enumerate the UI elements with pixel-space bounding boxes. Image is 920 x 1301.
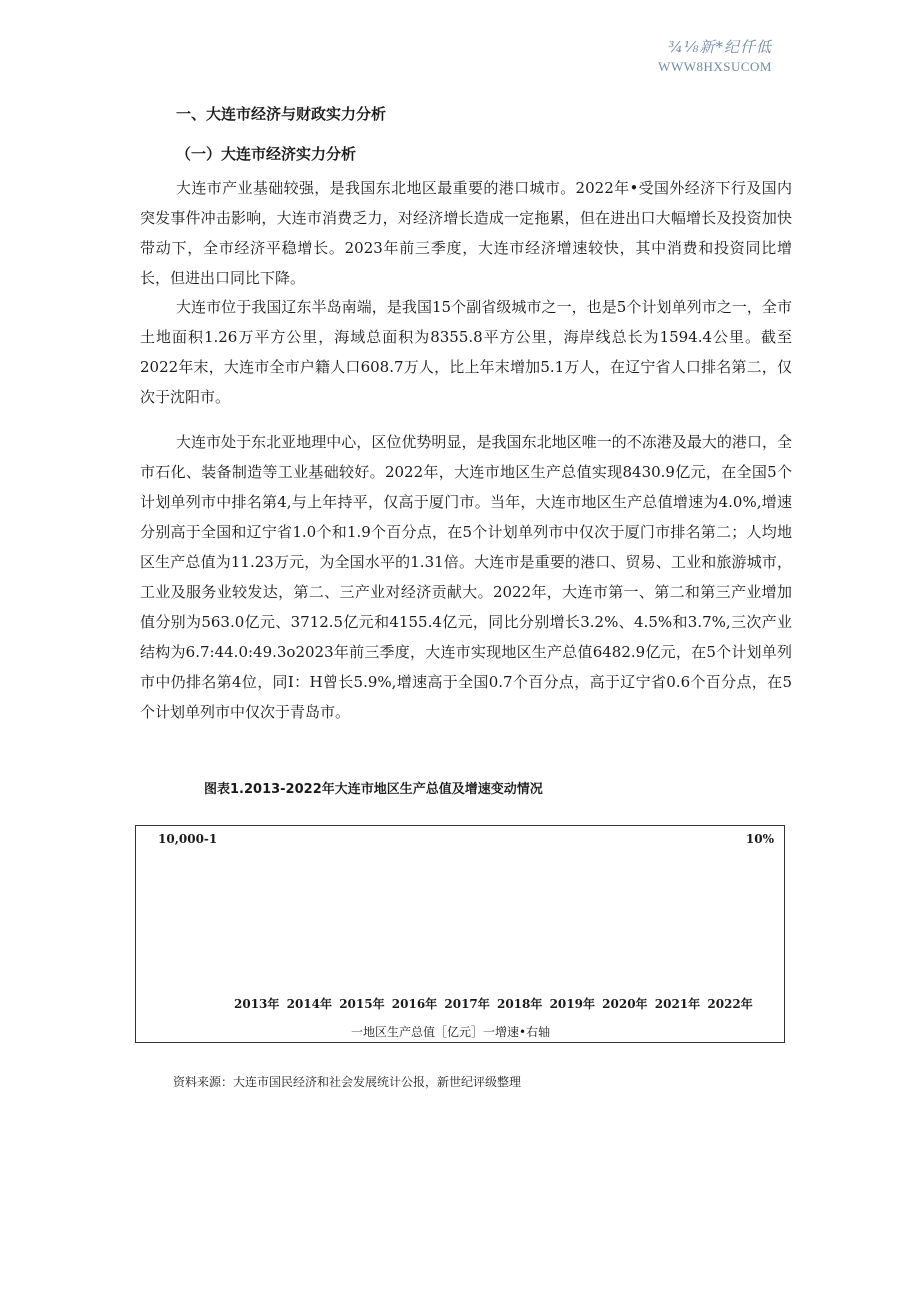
y-axis-right-label: 10% [745,832,774,846]
logo-line2: WWW8HXSUCOM [658,59,772,74]
x-tick: 2022年 [707,997,753,1011]
subsection-heading: （一）大连市经济实力分析 [176,145,357,163]
x-tick: 2020年 [602,997,648,1011]
x-tick: 2016年 [391,997,438,1011]
figure-title: 图表1.2013-2022年大连市地区生产总值及增速变动情况 [204,782,543,797]
x-tick: 2019年 [549,997,595,1011]
x-tick: 2014年 [286,997,332,1011]
chart-legend: 一地区生产总值［亿元］一增速•右轴 [351,1025,551,1039]
x-tick: 2013年 [234,997,280,1011]
x-axis-ticks [234,995,756,1012]
x-tick: 2017年 [444,997,490,1011]
paragraph-overview: 大连市产业基础较强，是我国东北地区最重要的港口城市。2022年•受国外经济下行及国内突发事件冲击影响，大连市消费乏力，对经济增长造成一定拖累，但在进出口大幅增长及投资加快带动下，全市经济平稳增长。2023年前三季度，大连市经济增速较快，其中消费和投资同比增长，但进出口同比下降。 [140,179,792,287]
x-tick: 2018年 [496,997,543,1011]
source-note: 资料来源：大连市国民经济和社会发展统计公报，新世纪评级整理 [173,1075,522,1089]
paragraph-geography: 大连市位于我国辽东半岛南端，是我国15个副省级城市之一，也是5个计划单列市之一，全市土地面积1.26万平方公里，海域总面积为8355.8平方公里，海岸线总长为1594.4公里。截至2022年末，大连市全市户籍人口608.7万人，比上年末增加5.1万人，在辽宁省人口排名第二，仅次于沈阳市。 [140,298,792,406]
company-logo [658,36,772,75]
y-axis-left-label: 10,000-1 [158,832,218,846]
x-tick: 2015年 [339,997,385,1011]
paragraph-gdp: 大连市处于东北亚地理中心，区位优势明显，是我国东北地区唯一的不冻港及最大的港口，全市石化、装备制造等工业基础较好。2022年，大连市地区生产总值实现8430.9亿元，在全国5个计划单列市中排名第4,与上年持平，仅高于厦门市。当年，大连市地区生产总值增速为4.0%,增速分别高于全国和辽宁省1.0个和1.9个百分点，在5个计划单列市中仅次于厦门市排名第二；人均地区生产总值为11.23万元，为全国水平的1.31倍。大连市是重要的港口、贸易、工业和旅游城市，工业及服务业较发达，第二、三产业对经济贡献大。2022年，大连市第一、第二和第三产业增加值分别为563.0亿元、3712.5亿元和4155.4亿元，同比分别增长3.2%、4.5%和3.7%,三次产业结构为6.7:44.0:49.3o2023年前三季度，大连市实现地区生产总值6482.9亿元，在5个计划单列市中仍排名第4位，同I：H曾长5.9%,增速高于全国0.7个百分点，高于辽宁省0.6个百分点，在5个计划单列市中仅次于青岛市。 [140,433,792,721]
gdp-chart [135,825,785,1043]
section-heading: 一、大连市经济与财政实力分析 [176,105,387,123]
logo-line1: ¾⅛新*纪仟低 [668,38,772,56]
x-tick: 2021年 [654,997,701,1011]
